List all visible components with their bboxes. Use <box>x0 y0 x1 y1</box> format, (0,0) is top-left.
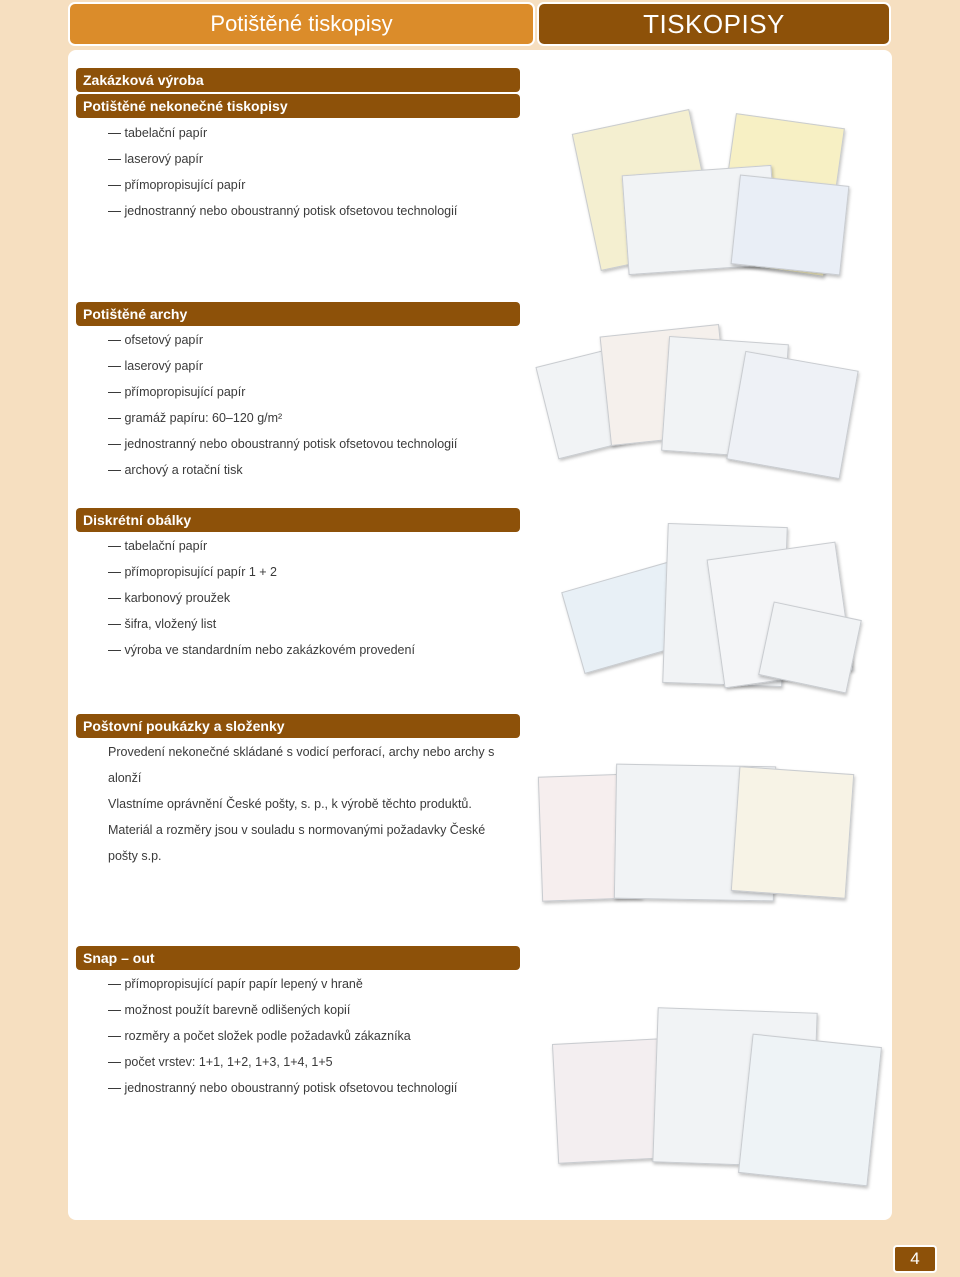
list-item: ofsetový papír <box>108 327 457 353</box>
photo-discrete-envelopes <box>565 520 865 690</box>
list-item: jednostranný nebo oboustranný potisk ofsetovou technologií <box>108 198 457 224</box>
list-item: jednostranný nebo oboustranný potisk ofsetovou technologií <box>108 1075 457 1101</box>
section-subheading-nekonecne-tiskopisy: Potištěné nekonečné tiskopisy <box>76 94 520 118</box>
photo-postal-orders <box>535 755 865 905</box>
list-item: laserový papír <box>108 146 457 172</box>
list-item: laserový papír <box>108 353 457 379</box>
category-tab <box>537 2 891 46</box>
list-item: archový a rotační tisk <box>108 457 457 483</box>
list-item: přímopropisující papír <box>108 172 457 198</box>
list-item: jednostranný nebo oboustranný potisk ofsetovou technologií <box>108 431 457 457</box>
paragraph: Provedení nekonečné skládané s vodicí perforací, archy nebo archy s alonží <box>108 745 495 785</box>
list-item: možnost použít barevně odlišených kopií <box>108 997 457 1023</box>
list-nekonecne-tiskopisy <box>108 120 457 224</box>
list-item: rozměry a počet složek podle požadavků zákazníka <box>108 1023 457 1049</box>
list-item: karbonový proužek <box>108 585 415 611</box>
category-title: TISKOPISY <box>643 8 785 39</box>
paragraphs-postovni-poukazky <box>108 739 518 869</box>
section-heading-zakazkova-vyroba: Zakázková výroba <box>76 68 520 92</box>
list-diskretni-obalky <box>108 533 415 663</box>
section-heading-postovni-poukazky: Poštovní poukázky a složenky <box>76 714 520 738</box>
list-potistene-archy <box>108 327 457 483</box>
section-heading-diskretni-obalky: Diskrétní obálky <box>76 508 520 532</box>
list-item: gramáž papíru: 60–120 g/m² <box>108 405 457 431</box>
list-item: přímopropisující papír papír lepený v hraně <box>108 971 457 997</box>
page-number: 4 <box>893 1245 937 1273</box>
list-item: tabelační papír <box>108 120 457 146</box>
section-heading-snap-out: Snap – out <box>76 946 520 970</box>
photo-continuous-forms <box>565 100 865 280</box>
section-heading-potistene-archy: Potištěné archy <box>76 302 520 326</box>
list-item: počet vrstev: 1+1, 1+2, 1+3, 1+4, 1+5 <box>108 1049 457 1075</box>
list-item: tabelační papír <box>108 533 415 559</box>
list-item: výroba ve standardním nebo zakázkovém provedení <box>108 637 415 663</box>
list-snap-out <box>108 971 457 1101</box>
photo-snap-out <box>545 1000 890 1190</box>
photo-printed-sheets <box>535 320 865 485</box>
paragraph: Vlastníme oprávnění České pošty, s. p., k výrobě těchto produktů. Materiál a rozměry jsou v souladu s normovanými požadavky České pošty s.p. <box>108 797 486 863</box>
list-item: přímopropisující papír 1 + 2 <box>108 559 415 585</box>
list-item: šifra, vložený list <box>108 611 415 637</box>
section-title: Potištěné tiskopisy <box>210 11 393 36</box>
list-item: přímopropisující papír <box>108 379 457 405</box>
section-title-tab <box>68 2 535 46</box>
